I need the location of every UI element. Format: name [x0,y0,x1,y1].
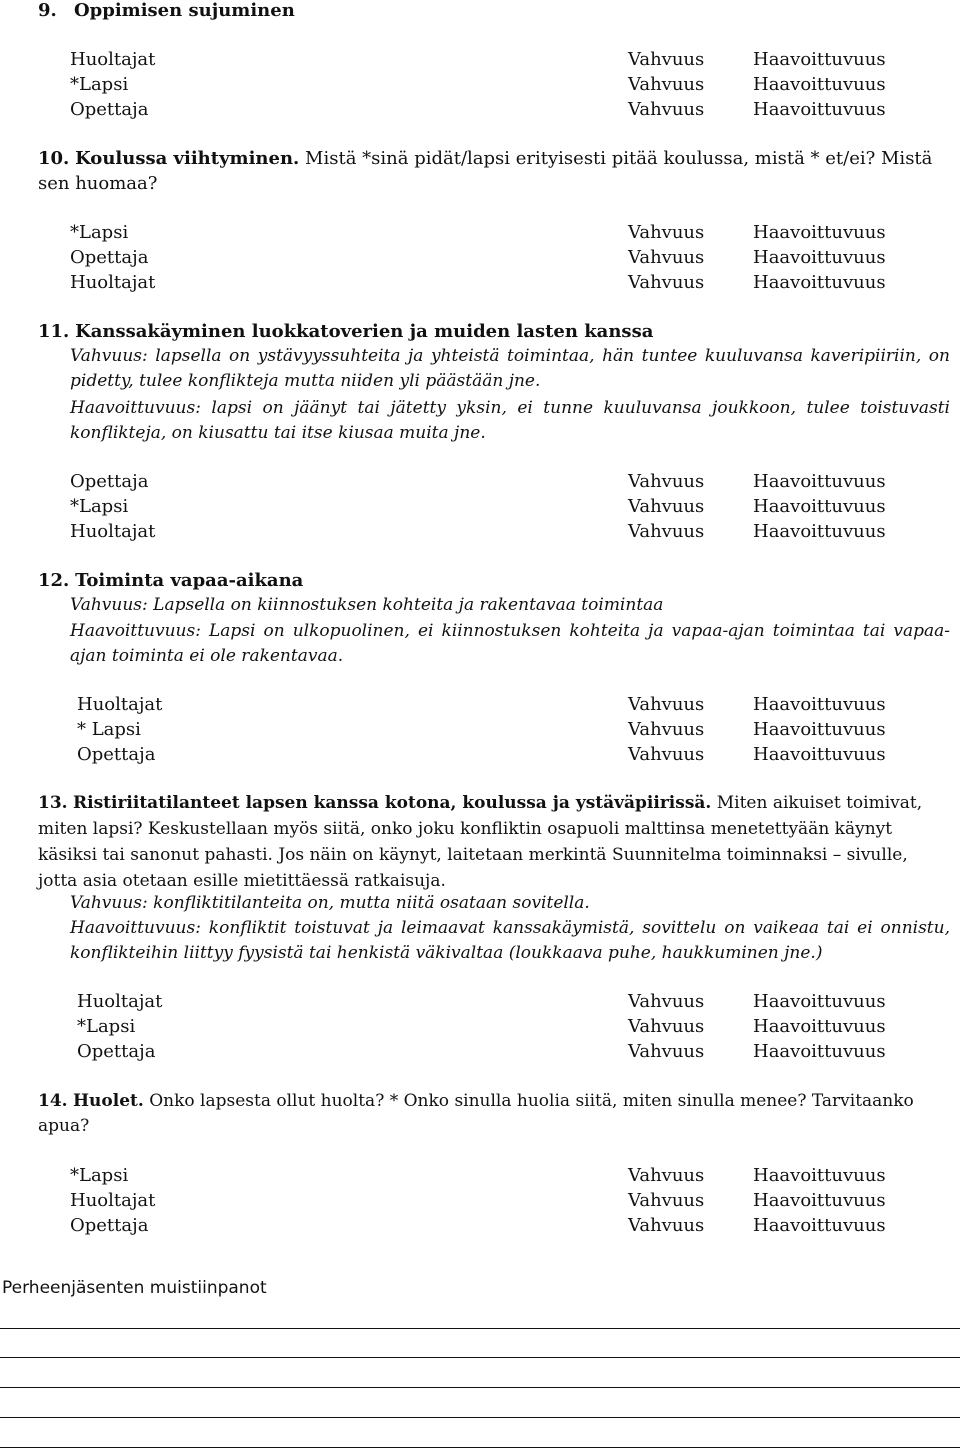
rating-row [77,742,957,767]
vulnerability-option: Haavoittuvuus [753,1016,886,1037]
strength-option: Vahvuus [628,1190,705,1211]
respondent-label: Opettaja [70,471,149,492]
strength-option: Vahvuus [628,521,705,542]
vulnerability-option: Haavoittuvuus [753,1165,886,1186]
section-number: 14. [38,1091,68,1111]
respondent-label: Opettaja [70,247,149,268]
rating-row [77,1014,957,1039]
notes-line[interactable] [0,1387,960,1388]
respondent-label: *Lapsi [70,1165,129,1186]
rating-row [70,1213,950,1238]
strength-option: Vahvuus [628,1215,705,1236]
strength-option: Vahvuus [628,222,705,243]
section-number: 11. [38,321,70,342]
strength-option: Vahvuus [628,49,705,70]
notes-line[interactable] [0,1447,960,1448]
section-11-heading [38,319,948,344]
respondent-label: *Lapsi [70,222,129,243]
notes-line[interactable] [0,1357,960,1358]
section-title: Huolet. [72,1091,144,1111]
vulnerability-description: Haavoittuvuus: konfliktit toistuvat ja leimaavat kanssakäymistä, sovittelu on vaikeaa tai ei onnistu, konflikteihin liittyy fyysistä tai henkistä väkivaltaa (loukkaava puhe, haukkuminen jne.) [70,918,950,963]
strength-description: Vahvuus: Lapsella on kiinnostuksen kohteita ja rakentavaa toimintaa [70,595,664,615]
respondent-label: Huoltajat [77,991,163,1012]
strength-option: Vahvuus [628,247,705,268]
strength-option: Vahvuus [628,1016,705,1037]
rating-row [70,270,950,295]
rating-row [70,47,950,72]
section-13-heading [38,790,948,894]
section-number: 13. [38,793,68,813]
section-body: Miten aikuiset toimivat, miten lapsi? Keskustellaan myös siitä, onko joku konfliktin osapuoli malttinsa menetettyään käynyt käsiksi tai sanonut pahasti. Jos näin on käynyt, laitetaan merkintä Suunnitelma toiminnaksi – sivulle, jotta asia otetaan esille mietittäessä ratkaisuja. [38,793,923,891]
rating-row [70,469,950,494]
strength-option: Vahvuus [628,272,705,293]
respondent-label: Opettaja [77,744,156,765]
strength-option: Vahvuus [628,991,705,1012]
respondent-label: Huoltajat [70,521,156,542]
rating-row [70,97,950,122]
strength-option: Vahvuus [628,744,705,765]
vulnerability-option: Haavoittuvuus [753,1041,886,1062]
section-question: Onko lapsesta ollut huolta? * Onko sinulla huolia siitä, miten sinulla menee? Tarvitaanko apua? [38,1091,914,1136]
strength-option: Vahvuus [628,496,705,517]
strength-option: Vahvuus [628,1165,705,1186]
vulnerability-option: Haavoittuvuus [753,247,886,268]
section-12-heading [38,568,948,593]
respondent-label: * Lapsi [77,719,141,740]
vulnerability-option: Haavoittuvuus [753,719,886,740]
vulnerability-option: Haavoittuvuus [753,991,886,1012]
section-question: Mistä *sinä pidät/lapsi erityisesti pitää koulussa, mistä * et/ei? Mistä sen huomaa? [38,148,933,194]
section-14-heading [38,1089,948,1139]
respondent-label: Huoltajat [77,694,163,715]
rating-row [70,1188,950,1213]
rating-row [77,717,957,742]
section-number: 9. [38,0,57,21]
vulnerability-option: Haavoittuvuus [753,222,886,243]
strength-option: Vahvuus [628,719,705,740]
section-title: Koulussa viihtyminen. [75,148,300,169]
respondent-label: Opettaja [70,1215,149,1236]
rating-row [77,989,957,1014]
strength-description: Vahvuus: konfliktitilanteita on, mutta niitä osataan sovitella. [70,893,590,913]
vulnerability-option: Haavoittuvuus [753,521,886,542]
rating-row [70,519,950,544]
notes-title: Perheenjäsenten muistiinpanot [2,1278,267,1298]
respondent-label: Huoltajat [70,1190,156,1211]
section-title: Kanssakäyminen luokkatoverien ja muiden lasten kanssa [75,321,654,342]
rating-row [70,245,950,270]
section-9-heading [38,0,948,23]
vulnerability-option: Haavoittuvuus [753,99,886,120]
vulnerability-description: Haavoittuvuus: Lapsi on ulkopuolinen, ei kiinnostuksen kohteita ja vapaa-ajan toimintaa tai vapaa-ajan toiminta ei ole rakentavaa. [70,621,950,666]
strength-option: Vahvuus [628,74,705,95]
section-number: 10. [38,148,70,169]
section-title: Ristiriitatilanteet lapsen kanssa kotona, koulussa ja ystäväpiirissä. [72,793,712,813]
vulnerability-option: Haavoittuvuus [753,1215,886,1236]
strength-option: Vahvuus [628,1041,705,1062]
section-title: Oppimisen sujuminen [73,0,295,21]
strength-description: Vahvuus: lapsella on ystävyyssuhteita ja yhteistä toimintaa, hän tuntee kuuluvansa kaveripiiriin, on pidetty, tulee konflikteja mutta niiden yli päästään jne. [70,346,950,391]
vulnerability-option: Haavoittuvuus [753,272,886,293]
strength-option: Vahvuus [628,694,705,715]
respondent-label: *Lapsi [77,1016,136,1037]
rating-row [70,220,950,245]
respondent-label: Opettaja [77,1041,156,1062]
strength-option: Vahvuus [628,471,705,492]
respondent-label: Huoltajat [70,49,156,70]
rating-row [70,494,950,519]
notes-line[interactable] [0,1328,960,1329]
section-number: 12. [38,570,70,591]
respondent-label: Opettaja [70,99,149,120]
notes-line[interactable] [0,1417,960,1418]
strength-option: Vahvuus [628,99,705,120]
vulnerability-option: Haavoittuvuus [753,496,886,517]
respondent-label: *Lapsi [70,496,129,517]
rating-row [70,1163,950,1188]
vulnerability-option: Haavoittuvuus [753,694,886,715]
vulnerability-option: Haavoittuvuus [753,74,886,95]
vulnerability-option: Haavoittuvuus [753,471,886,492]
vulnerability-description: Haavoittuvuus: lapsi on jäänyt tai jätetty yksin, ei tunne kuuluvansa joukkoon, tulee toistuvasti konflikteja, on kiusattu tai itse kiusaa muita jne. [70,398,950,443]
respondent-label: *Lapsi [70,74,129,95]
rating-row [70,72,950,97]
vulnerability-option: Haavoittuvuus [753,744,886,765]
rating-row [77,692,957,717]
section-title: Toiminta vapaa-aikana [75,570,304,591]
section-10-heading [38,146,948,196]
vulnerability-option: Haavoittuvuus [753,49,886,70]
respondent-label: Huoltajat [70,272,156,293]
rating-row [77,1039,957,1064]
vulnerability-option: Haavoittuvuus [753,1190,886,1211]
